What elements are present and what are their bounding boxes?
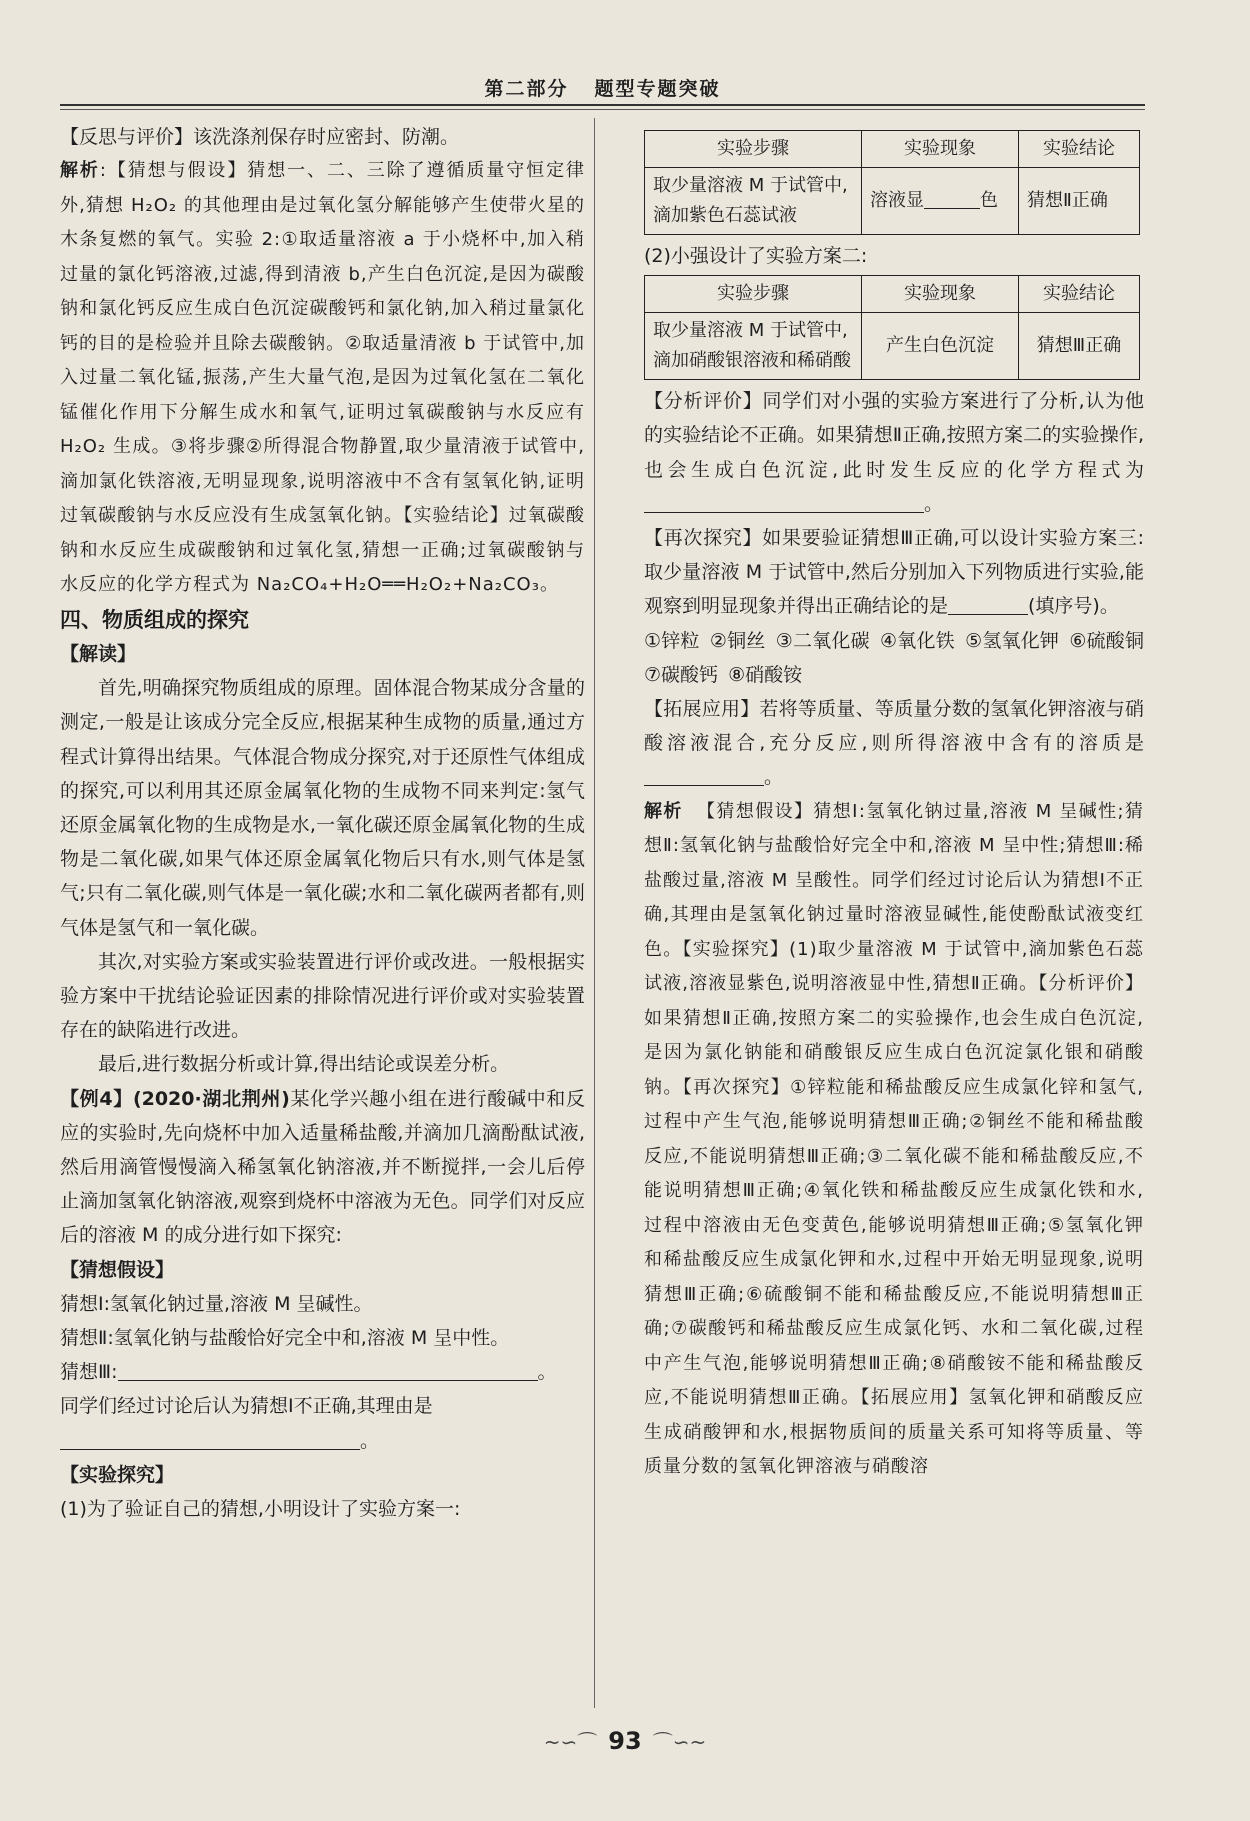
table-cell-phenomenon: 产生白色沉淀: [862, 313, 1019, 380]
phenomenon-prefix: 溶液显: [870, 190, 924, 211]
right-column: [644, 128, 1144, 1485]
explore-label: 【实验探究】: [60, 1463, 175, 1486]
table-header: 实验现象: [862, 276, 1019, 313]
interpret-label: 【解读】: [60, 642, 137, 665]
plan-2-table: [644, 275, 1140, 380]
discuss-paragraph: [60, 1389, 585, 1423]
table-cell-step: 取少量溶液 M 于试管中,滴加紫色石蕊试液: [645, 168, 862, 235]
example-paragraph: [60, 1082, 585, 1253]
table-header-row: [645, 276, 1140, 313]
again-text: 【再次探究】如果要验证猜想Ⅲ正确,可以设计实验方案三:取少量溶液 M 于试管中,然后分别加入下列物质进行实验,能观察到明显现象并得出正确结论的是: [644, 527, 1144, 618]
table-row: [645, 168, 1140, 235]
solute-blank[interactable]: [644, 765, 764, 787]
ornament-right-icon: ⌒∽~: [652, 1730, 707, 1754]
table-cell-phenomenon: [862, 168, 1019, 235]
column-divider: [594, 118, 595, 1708]
header-title: 题型专题突破: [594, 78, 721, 100]
table-row: [645, 313, 1140, 380]
section-title: 四、物质组成的探究: [60, 607, 249, 632]
example-source: (2020·湖北荆州): [132, 1087, 290, 1110]
analysis-eval-paragraph: 【分析评价】同学们对小强的实验方案进行了分析,认为他的实验结论不正确。如果猜想Ⅱ正确,按照方案二的实验操作,也会生成白色沉淀,此时发生反应的化学方程式为。: [644, 390, 1144, 515]
discuss-blank-line: 。: [60, 1424, 585, 1458]
analysis-eval-text: 【分析评价】同学们对小强的实验方案进行了分析,认为他的实验结论不正确。如果猜想Ⅱ正确,按照方案二的实验操作,也会生成白色沉淀,此时发生反应的化学方程式为: [644, 390, 1144, 481]
table-cell-conclusion: 猜想Ⅲ正确: [1019, 313, 1140, 380]
interpret-paragraph-2: 其次,对实验方案或实验装置进行评价或改进。一般根据实验方案中干扰结论验证因素的排除情况进行评价或对实验装置存在的缺陷进行改进。: [60, 950, 585, 1042]
header-rule-thin: [60, 109, 1145, 110]
page-number: 93: [608, 1727, 642, 1755]
table-header: 实验结论: [1019, 131, 1140, 168]
analysis-text: :【猜想与假设】猜想一、二、三除了遵循质量守恒定律外,猜想 H₂O₂ 的其他理由是过氧化氢分解能够产生使带火星的木条复燃的氧气。实验 2:①取适量溶液 a 于小烧杯中,加入稍过量的氯化钙溶液,过滤,得到清液 b,产生白色沉淀,是因为碳酸钠和氯化钙反应生成白色沉淀碳酸钙和氯化钠,加入稍过量氯化钙的目的是检验并且除去碳酸钠。②取适量清液 b 于试管中,加入过量二氧化锰,振荡,产生大量气泡,是因为过氧化氢在二氧化锰催化作用下分解生成水和氧气,证明过氧碳酸钠与水反应有 H₂O₂ 生成。③将步骤②所得混合物静置,取少量清液于试管中,滴加氯化铁溶液,无明显现象,说明溶液中不含有氢氧化钠,证明过氧碳酸钠与水反应没有生成氢氧化钠。【实验结论】过氧碳酸钠和水反应生成碳酸钠和过氧化氢,猜想一正确;过氧碳酸钠与水反应的化学方程式为 Na₂CO₄+H₂O══H₂O₂+Na₂CO₃。: [60, 160, 586, 596]
analysis-label: 解析: [60, 160, 100, 182]
example-text: 某化学兴趣小组在进行酸碱中和反应的实验时,先向烧杯中加入适量稀盐酸,并滴加几滴酚酞试液,然后用滴管慢慢滴入稀氢氧化钠溶液,并不断搅拌,一会儿后停止滴加氢氧化钠溶液,观察到烧杯中溶液为无色。同学们对反应后的溶液 M 的成分进行如下探究:: [60, 1087, 585, 1247]
ornament-left-icon: ~∽⌒: [543, 1730, 598, 1754]
hypothesis-3-blank[interactable]: [118, 1359, 538, 1381]
header-part: 第二部分: [484, 78, 569, 100]
example-label: 【例4】: [60, 1087, 133, 1110]
plan-2-label: (2)小强设计了实验方案二:: [644, 245, 868, 267]
running-header: [60, 70, 1145, 114]
options-list: ①锌粒 ②铜丝 ③二氧化碳 ④氧化铁 ⑤氢氧化钾 ⑥硫酸铜 ⑦碳酸钙 ⑧硝酸铵: [644, 629, 1144, 686]
again-tail: (填序号)。: [1028, 595, 1119, 618]
analysis-paragraph: [60, 154, 585, 603]
discuss-text: 同学们经过讨论后认为猜想Ⅰ不正确,其理由是: [60, 1395, 433, 1418]
hypothesis-2: 猜想Ⅱ:氢氧化钠与盐酸恰好完全中和,溶液 M 呈中性。: [60, 1326, 510, 1349]
hypothesis-1: 猜想Ⅰ:氢氧化钠过量,溶液 M 呈碱性。: [60, 1292, 373, 1315]
table-header: 实验现象: [862, 131, 1019, 168]
hypothesis-label: 【猜想假设】: [60, 1258, 175, 1281]
phenomenon-suffix: 色: [980, 190, 998, 211]
extend-text: 【拓展应用】若将等质量、等质量分数的氢氧化钾溶液与硝酸溶液混合,充分反应,则所得溶液中含有的溶质是: [644, 698, 1144, 755]
discuss-blank[interactable]: [60, 1428, 360, 1450]
header-rule: [60, 104, 1145, 106]
answer-number-blank[interactable]: [948, 594, 1028, 616]
color-blank[interactable]: [924, 188, 980, 209]
table-header: 实验结论: [1019, 276, 1140, 313]
table-header-row: [645, 131, 1140, 168]
interpret-paragraph-1: 首先,明确探究物质组成的原理。固体混合物某成分含量的测定,一般是让该成分完全反应,根据某种生成物的质量,通过方程式计算得出结果。气体混合物成分探究,对于还原性气体组成的探究,可以利用其还原金属氧化物的生成物不同来判定:氢气还原金属氧化物的生成物是水,一氧化碳还原金属氧化物的生成物是二氧化碳,如果气体还原金属氧化物后只有水,则气体是氢气;只有二氧化碳,则气体是一氧化碳;水和二氧化碳两者都有,则气体是氢气和一氧化碳。: [60, 677, 585, 939]
page-footer: [0, 1726, 1250, 1755]
reflect-paragraph: 【反思与评价】该洗涤剂保存时应密封、防潮。: [60, 126, 460, 148]
interpret-paragraph-3: 最后,进行数据分析或计算,得出结论或误差分析。: [98, 1053, 510, 1076]
table-cell-step: 取少量溶液 M 于试管中,滴加硝酸银溶液和稀硝酸: [645, 313, 862, 380]
plan-1-table: [644, 130, 1140, 235]
left-column: [60, 120, 585, 1526]
explore-1: (1)为了验证自己的猜想,小明设计了实验方案一:: [60, 1497, 461, 1520]
table-header: 实验步骤: [645, 131, 862, 168]
right-analysis-paragraph: [644, 795, 1144, 1485]
again-paragraph: [644, 521, 1144, 624]
right-analysis-label: 解析: [644, 800, 683, 822]
right-analysis-text: 【猜想假设】猜想Ⅰ:氢氧化钠过量,溶液 M 呈碱性;猜想Ⅱ:氢氧化钠与盐酸恰好完全中和,溶液 M 呈中性;猜想Ⅲ:稀盐酸过量,溶液 M 呈酸性。同学们经过讨论后认为猜想Ⅰ不正确,其理由是氢氧化钠过量时溶液显碱性,能使酚酞试液变红色。【实验探究】(1)取少量溶液 M 于试管中,滴加紫色石蕊试液,溶液显紫色,说明溶液显中性,猜想Ⅱ正确。【分析评价】如果猜想Ⅱ正确,按照方案二的实验操作,也会生成白色沉淀,是因为氯化钠能和硝酸银反应生成白色沉淀氯化银和硝酸钠。【再次探究】①锌粒能和稀盐酸反应生成氯化锌和氢气,过程中产生气泡,能够说明猜想Ⅲ正确;②铜丝不能和稀盐酸反应,不能说明猜想Ⅲ正确;③二氧化碳不能和稀盐酸反应,不能说明猜想Ⅲ正确;④氧化铁和稀盐酸反应生成氯化铁和水,过程中溶液由无色变黄色,能够说明猜想Ⅲ正确;⑤氢氧化钾和稀盐酸反应生成氯化钾和水,过程中开始无明显现象,说明猜想Ⅲ正确;⑥硫酸铜不能和稀盐酸反应,不能说明猜想Ⅲ正确;⑦碳酸钙和稀盐酸反应生成氯化钙、水和二氧化碳,过程中产生气泡,能够说明猜想Ⅲ正确;⑧硝酸铵不能和稀盐酸反应,不能说明猜想Ⅲ正确。【拓展应用】氢氧化钾和硝酸反应生成硝酸钾和水,根据物质间的质量关系可知将等质量、等质量分数的氢氧化钾溶液与硝酸溶: [644, 800, 1144, 1478]
equation-blank[interactable]: [644, 491, 924, 513]
table-header: 实验步骤: [645, 276, 862, 313]
hypothesis-3-line: 猜想Ⅲ: 。: [60, 1361, 557, 1384]
hypothesis-3: 猜想Ⅲ:: [60, 1361, 118, 1384]
extend-paragraph: 【拓展应用】若将等质量、等质量分数的氢氧化钾溶液与硝酸溶液混合,充分反应,则所得溶液中含有的溶质是。: [644, 698, 1144, 789]
table-cell-conclusion: 猜想Ⅱ正确: [1019, 168, 1140, 235]
